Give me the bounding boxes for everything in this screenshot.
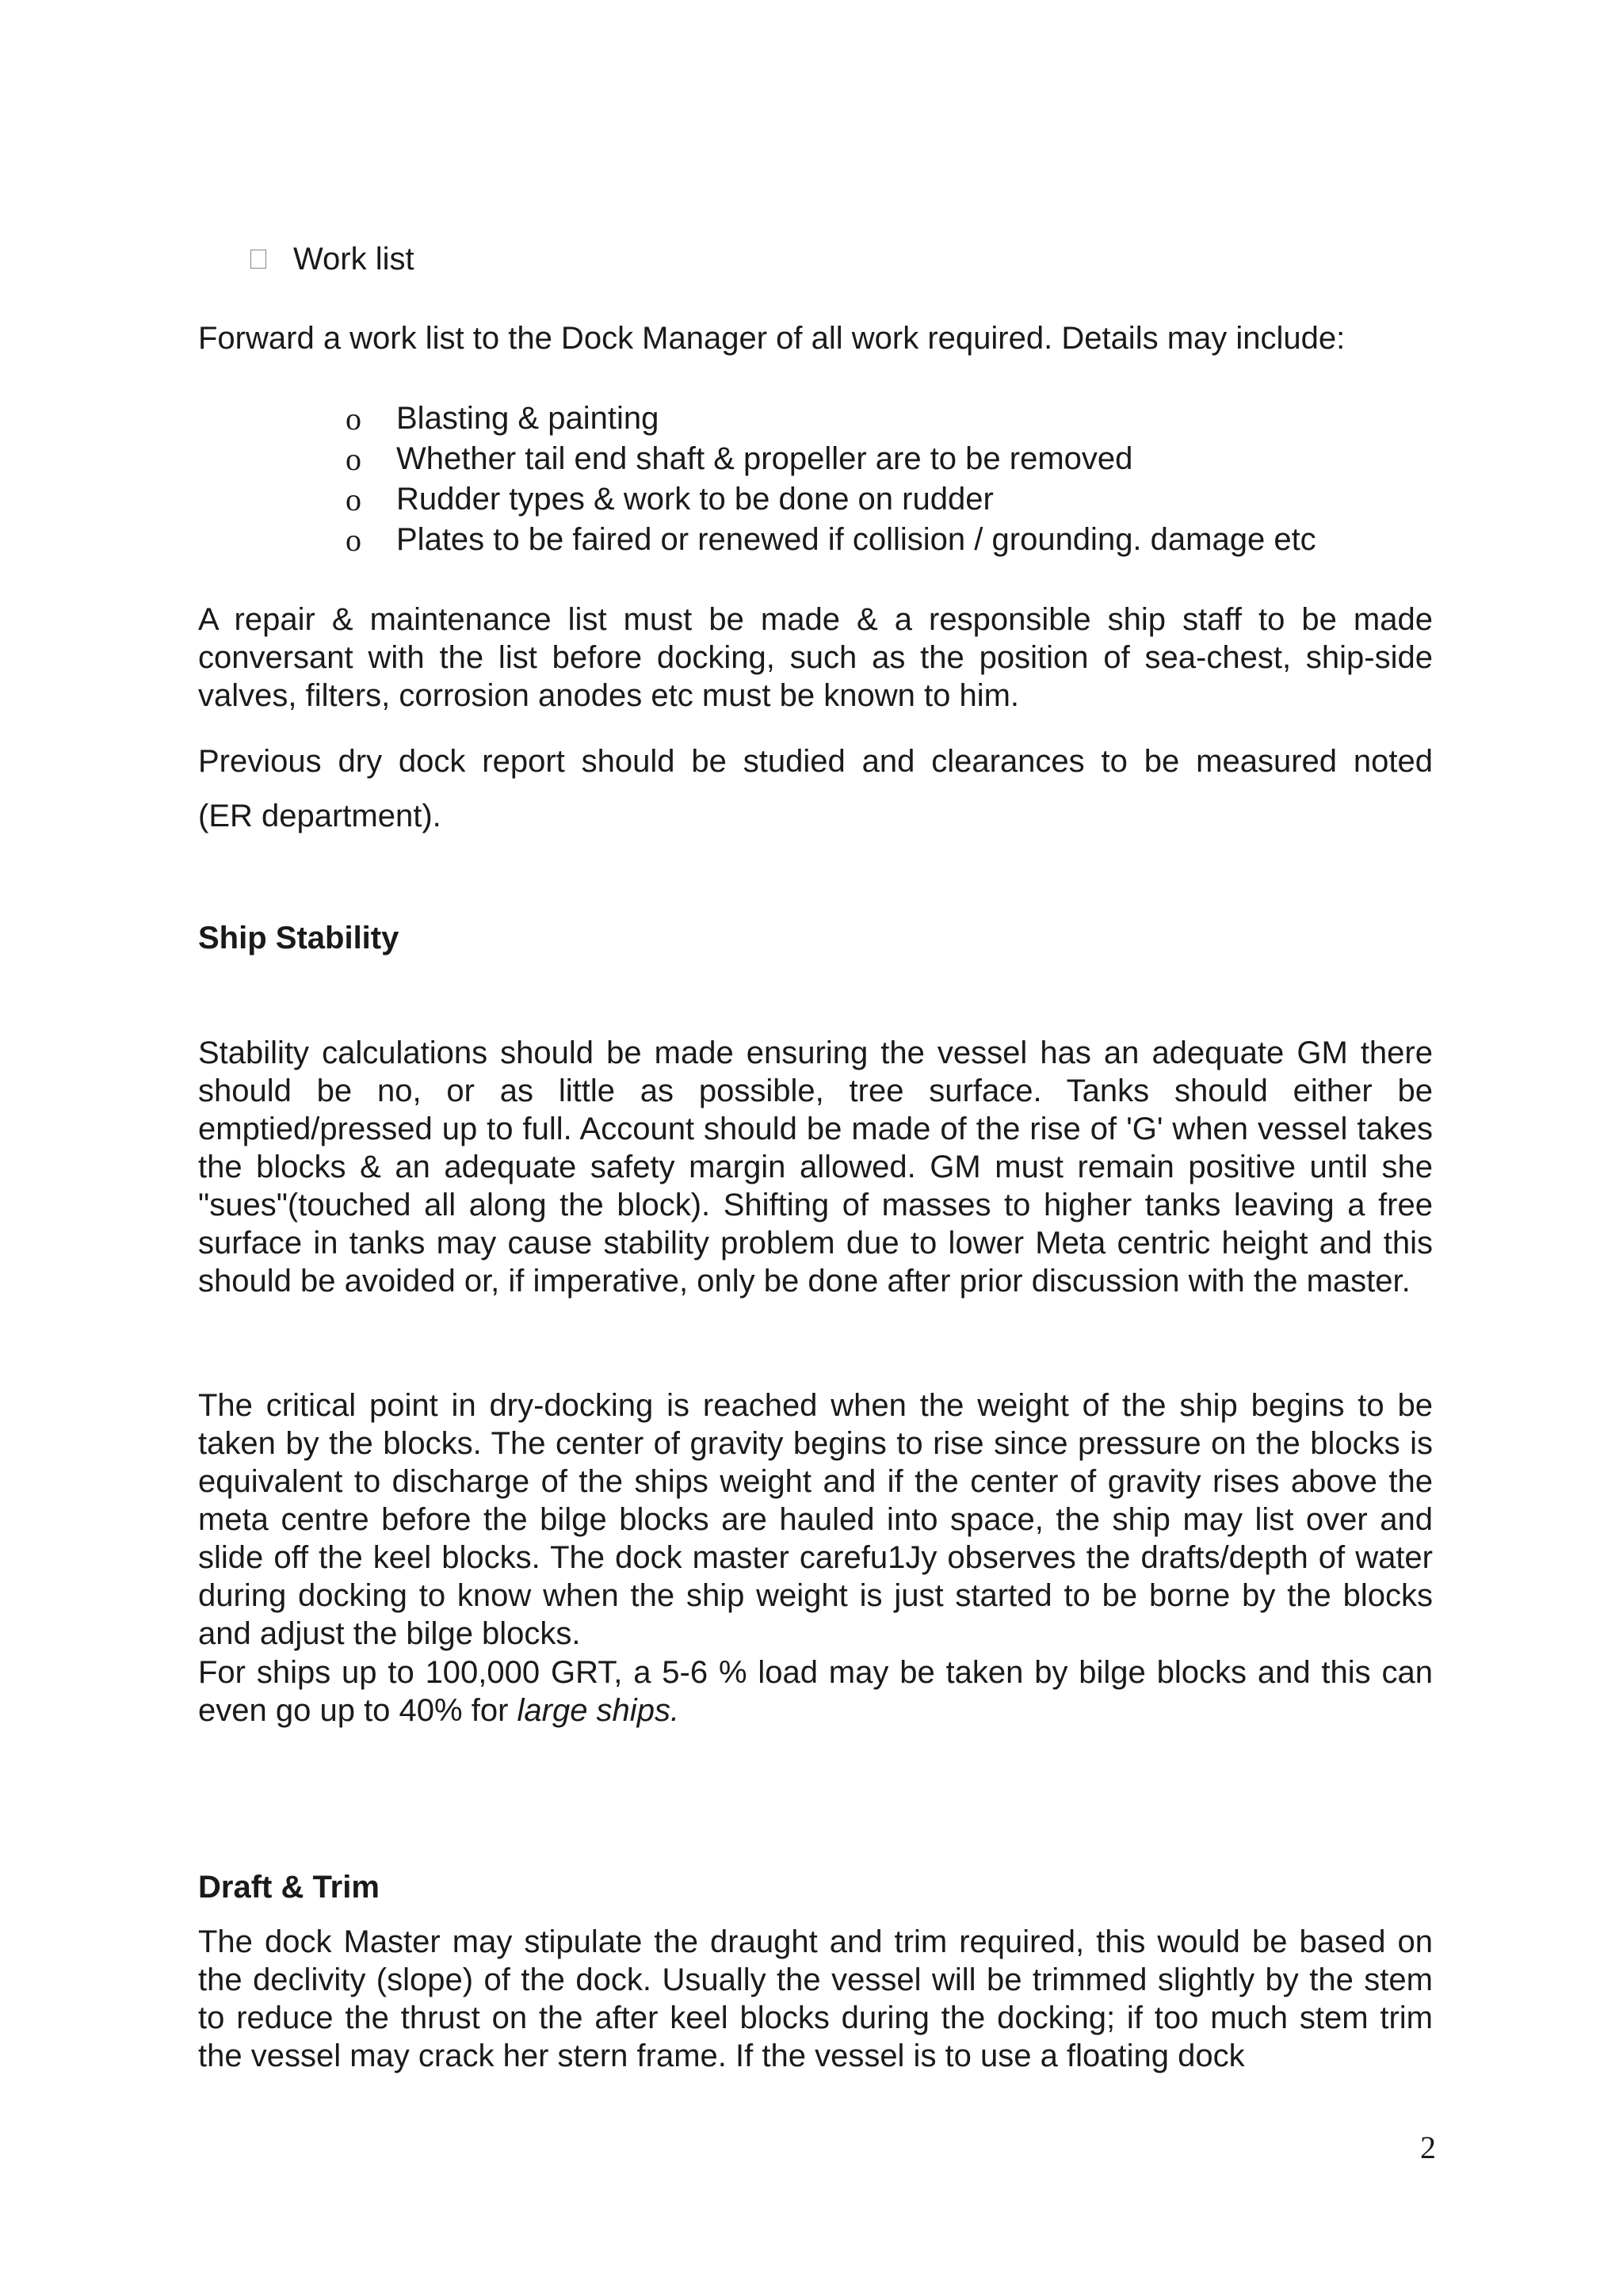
draft-trim-heading: Draft & Trim [198,1870,380,1905]
list-item-text: Blasting & painting [396,401,659,436]
stability-paragraph-1: Stability calculations should be made ensuring the vessel has an adequate GM there should be no, or as little as possible, tree surface. Tanks should either be emptied/pressed up to full. Account should be made of the rise of 'G' when vessel takes the blocks & an adequate safety margin allowed. GM must remain positive until she "sues"(touched all along the block). Shifting of masses to higher tanks leaving a free surface in tanks may cause stability problem due to lower Meta centric height and this should be avoided or, if imperative, only be done after prior discussion with the master. [198,1035,1433,1299]
list-item [346,399,1316,439]
details-list [346,399,1316,560]
stability-paragraph-3-text: For ships up to 100,000 GRT, a 5-6 % load may be taken by bilge blocks and this can even go up to 40% for [198,1655,1433,1728]
intro-paragraph: Forward a work list to the Dock Manager of all work required. Details may include: [198,321,1346,356]
list-item-text: Rudder types & work to be done on rudder [396,482,994,517]
bullet-icon: o [346,401,361,437]
previous-report-line2: (ER department). [198,799,441,833]
stability-paragraph-3-italic: large ships. [517,1693,680,1728]
stability-paragraph-3 [198,1653,1433,1730]
bullet-icon: o [346,482,361,517]
work-list-title: Work list [293,242,414,277]
work-list-item [250,240,414,278]
list-item-text: Whether tail end shaft & propeller are to be removed [396,441,1133,476]
previous-report-paragraph [198,734,1433,844]
ship-stability-heading: Ship Stability [198,921,399,955]
page-number: 2 [1420,2130,1436,2165]
stability-paragraph-2: The critical point in dry-docking is reached when the weight of the ship begins to be taken by the blocks. The center of gravity begins to rise since pressure on the blocks is equivalent to discharge of the ships weight and if the center of gravity rises above the meta centre before the bilge blocks are hauled into space, the ship may list over and slide off the keel blocks. The dock master carefu1Jy observes the drafts/depth of water during docking to know when the ship weight is just started to be borne by the blocks and adjust the bilge blocks. [198,1388,1433,1651]
list-item-text: Plates to be faired or renewed if collision / grounding. damage etc [396,522,1316,557]
checkbox-icon [250,250,266,269]
list-item [346,439,1316,479]
list-item [346,479,1316,520]
repair-paragraph: A repair & maintenance list must be made & a responsible ship staff to be made conversant with the list before docking, such as the position of sea-chest, ship-side valves, filters, corrosion anodes etc must be known to him. [198,602,1433,713]
list-item [346,520,1316,560]
bullet-icon: o [346,441,361,477]
previous-report-line1: Previous dry dock report should be studied and clearances to be measured noted [198,744,1433,779]
bullet-icon: o [346,522,361,558]
draft-trim-paragraph: The dock Master may stipulate the draught and trim required, this would be based on the declivity (slope) of the dock. Usually the vessel will be trimmed slightly by the stem to reduce the thrust on the after keel blocks during the docking; if too much stem trim the vessel may crack her stern frame. If the vessel is to use a floating dock [198,1924,1433,2073]
